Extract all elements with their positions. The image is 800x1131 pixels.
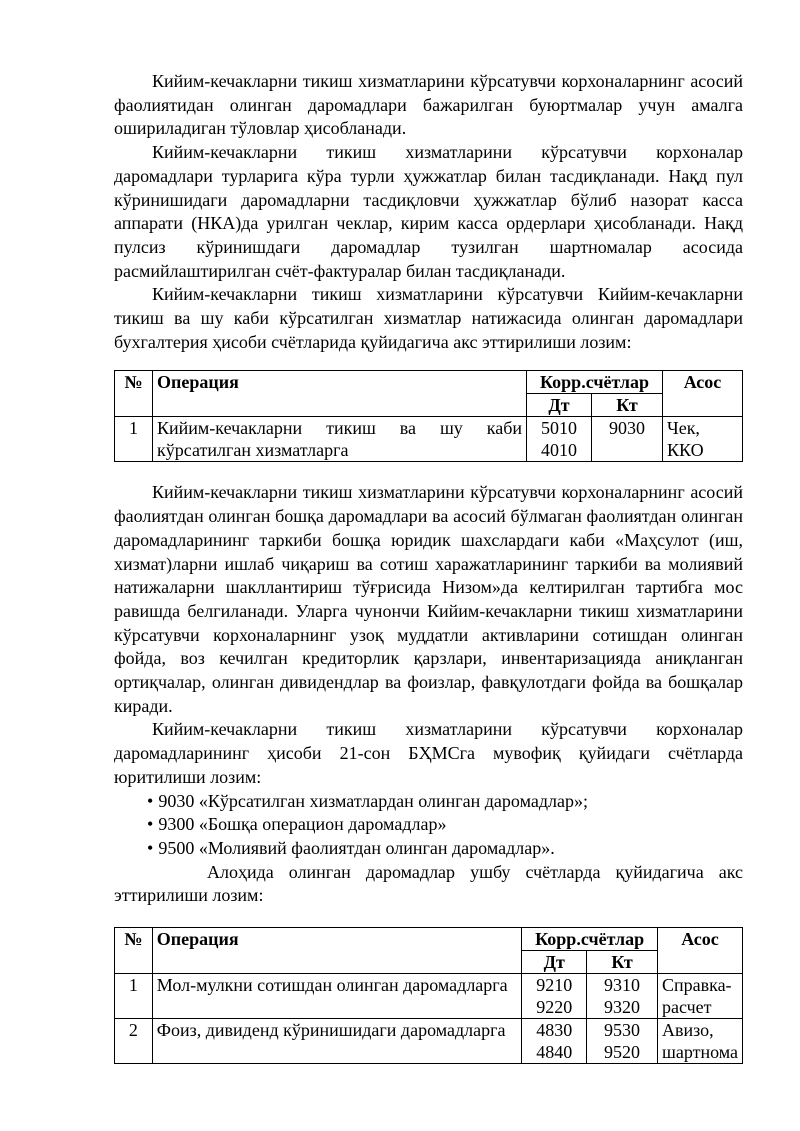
row-basis: Чек, ККО [663, 417, 743, 462]
row-basis: Авизо, шартнома [657, 1019, 742, 1064]
paragraph: Алоҳида олинган даромадлар ушбу счётларда қуйидагича акс эттирилиши лозим: [114, 861, 743, 906]
paragraph: Кийим-кечакларни тикиш хизматларини кўрсатувчи корхоналарнинг асосий фаолиятидан олинган даромадлари бажарилган буюртмалар учун амалга ошириладиган тўловлар ҳисобланади. [114, 71, 743, 139]
document-page [114, 70, 743, 1064]
paragraph: Кийим-кечакларни тикиш хизматларини кўрсатувчи корхоналар даромадларининг ҳисоби 21-сон БҲМСга мувофиқ қуйидаги счётларда юритилиши лозим: [114, 719, 743, 787]
accounting-table-2 [114, 927, 743, 1064]
header-corr-accounts: Корр.счётлар [522, 928, 658, 951]
row-basis: Справка- расчет [657, 974, 742, 1019]
header-credit: Кт [587, 951, 658, 974]
account-list [114, 790, 743, 861]
table-row [115, 1019, 743, 1064]
paragraph: Кийим-кечакларни тикиш хизматларини кўрсатувчи корхоналар даромадлари турларига кўра турли ҳужжатлар билан тасдиқланади. Нақд пул кўринишидаги даромадларни тасдиқловчи ҳужжатлар бўлиб назорат касса аппарати (НКА)да урилган чеклар, кирим касса ордерлари ҳисобланади. Нақд пулсиз кўринишдаги даромадлар тузилган шартномалар асосида расмийлаштирилган счёт-фактуралар билан тасдиқланади. [114, 142, 743, 281]
row-operation: Кийим-кечакларни тикиш ва шу каби кўрсатилган хизматларга [153, 417, 527, 462]
header-corr-accounts: Корр.счётлар [527, 371, 663, 394]
row-operation: Фоиз, дивиденд кўринишидаги даромадларга [152, 1019, 521, 1064]
list-item: • 9500 «Молиявий фаолиятдан олинган даромадлар». [147, 837, 743, 861]
header-number: № [115, 928, 153, 974]
table-row [115, 974, 743, 1019]
row-credit: 9530 9520 [587, 1019, 658, 1064]
row-operation: Мол-мулкни сотишдан олинган даромадларга [152, 974, 521, 1019]
header-debit: Дт [522, 951, 587, 974]
table-row [115, 417, 743, 462]
paragraph: Кийим-кечакларни тикиш хизматларини кўрсатувчи Кийим-кечакларни тикиш ва шу каби кўрсатилган хизматлар натижасида олинган даромадлари бухгалтерия ҳисоби счётларида қуйидагича акс эттирилиши лозим: [114, 284, 743, 352]
row-debit: 5010 4010 [527, 417, 592, 462]
header-credit: Кт [592, 394, 663, 417]
header-debit: Дт [527, 394, 592, 417]
row-debit: 9210 9220 [522, 974, 587, 1019]
header-basis: Асос [657, 928, 742, 974]
header-operation: Операция [153, 371, 527, 417]
accounting-table-1 [114, 370, 743, 462]
header-number: № [115, 371, 153, 417]
row-debit: 4830 4840 [522, 1019, 587, 1064]
list-item: • 9030 «Кўрсатилган хизматлардан олинган даромадлар»; [147, 790, 743, 814]
row-number: 2 [115, 1019, 153, 1064]
header-basis: Асос [663, 371, 743, 417]
list-item: • 9300 «Бошқа операцион даромадлар» [147, 813, 743, 837]
row-credit: 9030 [592, 417, 663, 462]
row-credit: 9310 9320 [587, 974, 658, 1019]
row-number: 1 [115, 974, 153, 1019]
row-number: 1 [115, 417, 153, 462]
header-operation: Операция [152, 928, 521, 974]
paragraph: Кийим-кечакларни тикиш хизматларини кўрсатувчи корхоналарнинг асосий фаолиятдан олинган бошқа даромадлари ва асосий бўлмаган фаолиятдан олинган даромадларининг таркиби бошқа юридик шахслардаги каби «Маҳсулот (иш, хизмат)ларни ишлаб чиқариш ва сотиш харажатларининг таркиби ва молиявий натижаларни шакллантириш тўғрисида Низом»да келтирилган тартибга мос равишда белгиланади. Уларга чунончи Кийим-кечакларни тикиш хизматларини кўрсатувчи корхоналарнинг узоқ муддатли активларини сотишдан олинган фойда, воз кечилган кредиторлик қарзлари, инвентаризацияда аниқланган ортиқчалар, олинган дивидендлар ва фоизлар, фавқулотдаги фойда ва бошқалар киради. [114, 482, 743, 716]
